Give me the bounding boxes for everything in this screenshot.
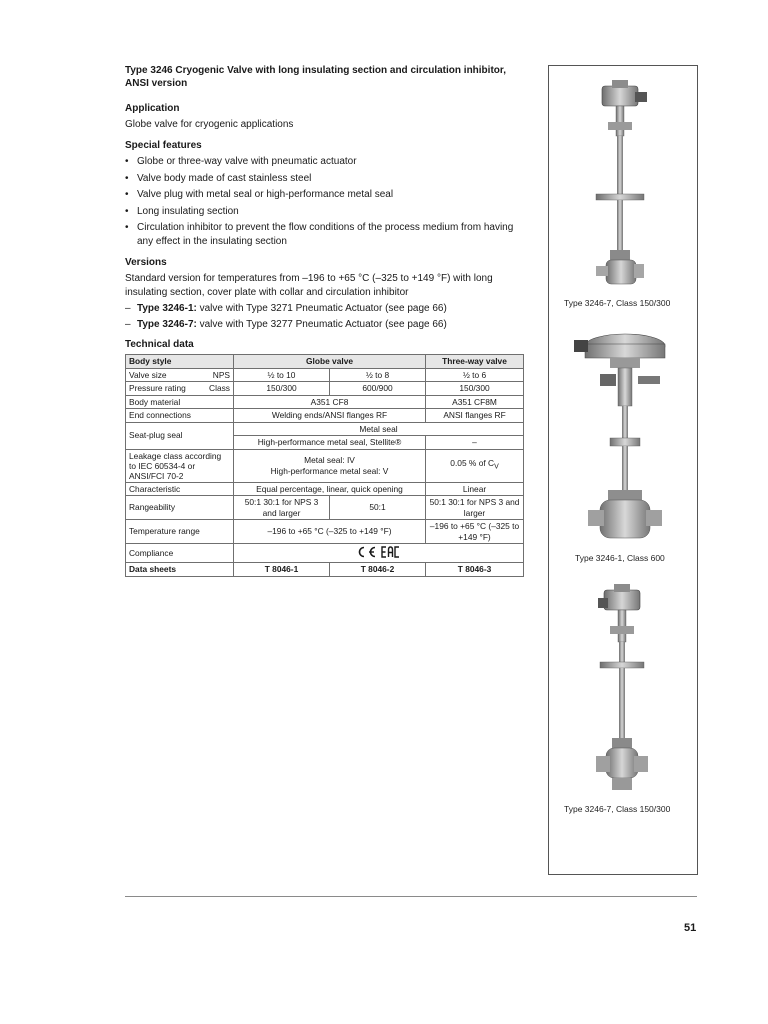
table-row xyxy=(126,496,524,520)
table-row xyxy=(126,544,524,563)
table-cell-label: Data sheets xyxy=(126,563,234,577)
table-cell: T 8046-1 xyxy=(234,563,330,577)
table-cell: 150/300 xyxy=(426,382,524,396)
features-list xyxy=(125,155,525,249)
table-cell: 600/900 xyxy=(330,382,426,396)
table-cell: A351 CF8M xyxy=(426,395,524,409)
table-cell xyxy=(234,544,524,563)
figure-caption-2: Type 3246-1, Class 600 xyxy=(575,553,665,563)
eac-mark-icon xyxy=(381,546,403,558)
technical-heading: Technical data xyxy=(125,339,194,350)
version-type: Type 3246-1: xyxy=(137,303,197,314)
compliance-marks xyxy=(355,546,403,558)
table-cell: Metal seal xyxy=(234,422,524,436)
table-cell: 50:1 30:1 for NPS 3 and larger xyxy=(234,496,330,520)
table-cell: T 8046-3 xyxy=(426,563,524,577)
footer-divider xyxy=(125,896,697,897)
table-cell: T 8046-2 xyxy=(330,563,426,577)
main-column xyxy=(125,64,525,577)
feature-item: • Valve plug with metal seal or high-performance metal seal xyxy=(125,188,525,202)
title-line-1: Type 3246 Cryogenic Valve with long insulating section and circulation inhibitor, xyxy=(125,65,507,76)
features-heading: Special features xyxy=(125,140,202,151)
table-cell: –196 to +65 °C (–325 to +149 °F) xyxy=(426,520,524,544)
versions-text: Standard version for temperatures from –196 to +65 °C (–325 to +149 °F) with long insulating section, cover plate with collar and circulation inhibitor xyxy=(125,273,493,298)
table-row xyxy=(126,368,524,382)
table-cell-label: Characteristic xyxy=(126,482,234,496)
table-row xyxy=(126,409,524,423)
table-cell: –196 to +65 °C (–325 to +149 °F) xyxy=(234,520,426,544)
leakage-three-way: 0.05 % of C xyxy=(450,457,495,468)
table-cell: Equal percentage, linear, quick opening xyxy=(234,482,426,496)
table-row xyxy=(126,563,524,577)
table-header-cell: Three-way valve xyxy=(426,355,524,369)
table-header-cell: Globe valve xyxy=(234,355,426,369)
page-title xyxy=(125,64,525,90)
leakage-high: High-performance metal seal: V xyxy=(270,465,389,476)
table-cell-label: Rangeability xyxy=(126,496,234,520)
feature-item: • Valve body made of cast stainless steel xyxy=(125,172,525,186)
leakage-subscript: V xyxy=(494,463,499,471)
application-text: Globe valve for cryogenic applications xyxy=(125,119,294,130)
version-item xyxy=(125,318,525,332)
table-cell xyxy=(426,449,524,482)
table-cell: ½ to 6 xyxy=(426,368,524,382)
version-desc: valve with Type 3277 Pneumatic Actuator (see page 66) xyxy=(196,319,447,330)
page-number: 51 xyxy=(684,922,697,934)
table-cell: A351 CF8 xyxy=(234,395,426,409)
technical-data-table xyxy=(125,354,524,577)
table-cell-label: Leakage class according to IEC 60534-4 or ANSI/FCI 70-2 xyxy=(126,449,234,482)
table-cell: – xyxy=(426,436,524,450)
table-cell: 150/300 xyxy=(234,382,330,396)
feature-item: • Circulation inhibitor to prevent the flow conditions of the process medium from having any effect in the insulating section xyxy=(125,221,525,249)
figure-caption-3: Type 3246-7, Class 150/300 xyxy=(564,804,671,814)
valve-photo-1 xyxy=(590,78,660,293)
table-row xyxy=(126,449,524,482)
table-cell-label: Seat-plug seal xyxy=(126,422,234,449)
table-row xyxy=(126,382,524,396)
table-row xyxy=(126,520,524,544)
table-row xyxy=(126,482,524,496)
table-cell-label: Body material xyxy=(126,395,234,409)
figure-caption-1: Type 3246-7, Class 150/300 xyxy=(564,298,671,308)
table-cell: ½ to 8 xyxy=(330,368,426,382)
table-cell: High-performance metal seal, Stellite® xyxy=(234,436,426,450)
table-cell: ANSI flanges RF xyxy=(426,409,524,423)
table-row xyxy=(126,355,524,369)
table-cell-label: Compliance xyxy=(126,544,234,563)
table-cell: Linear xyxy=(426,482,524,496)
table-cell xyxy=(234,449,426,482)
table-cell: Welding ends/ANSI flanges RF xyxy=(234,409,426,423)
version-desc: valve with Type 3271 Pneumatic Actuator (see page 66) xyxy=(196,303,447,314)
table-cell-label xyxy=(126,368,234,382)
version-item xyxy=(125,302,525,316)
table-cell: ½ to 10 xyxy=(234,368,330,382)
row-unit: NPS xyxy=(212,369,230,380)
ce-mark-icon xyxy=(355,546,377,558)
row-label: Pressure rating xyxy=(129,383,186,393)
valve-photo-3 xyxy=(594,580,654,795)
table-cell: 50:1 xyxy=(330,496,426,520)
valve-photo-2 xyxy=(570,330,680,545)
title-line-2: ANSI version xyxy=(125,78,188,89)
table-cell-label: Temperature range xyxy=(126,520,234,544)
row-label: Valve size xyxy=(129,369,167,380)
table-cell: 50:1 30:1 for NPS 3 and larger xyxy=(426,496,524,520)
versions-list xyxy=(125,302,525,332)
versions-heading: Versions xyxy=(125,257,167,268)
row-unit: Class xyxy=(209,383,230,393)
table-row xyxy=(126,422,524,436)
table-cell-label: End connections xyxy=(126,409,234,423)
feature-item: • Globe or three-way valve with pneumatic actuator xyxy=(125,155,525,169)
table-row xyxy=(126,395,524,409)
table-cell-label xyxy=(126,382,234,396)
feature-item: • Long insulating section xyxy=(125,205,525,219)
leakage-metal: Metal seal: IV xyxy=(304,455,355,465)
application-heading: Application xyxy=(125,103,180,114)
table-header-cell: Body style xyxy=(126,355,234,369)
version-type: Type 3246-7: xyxy=(137,319,197,330)
